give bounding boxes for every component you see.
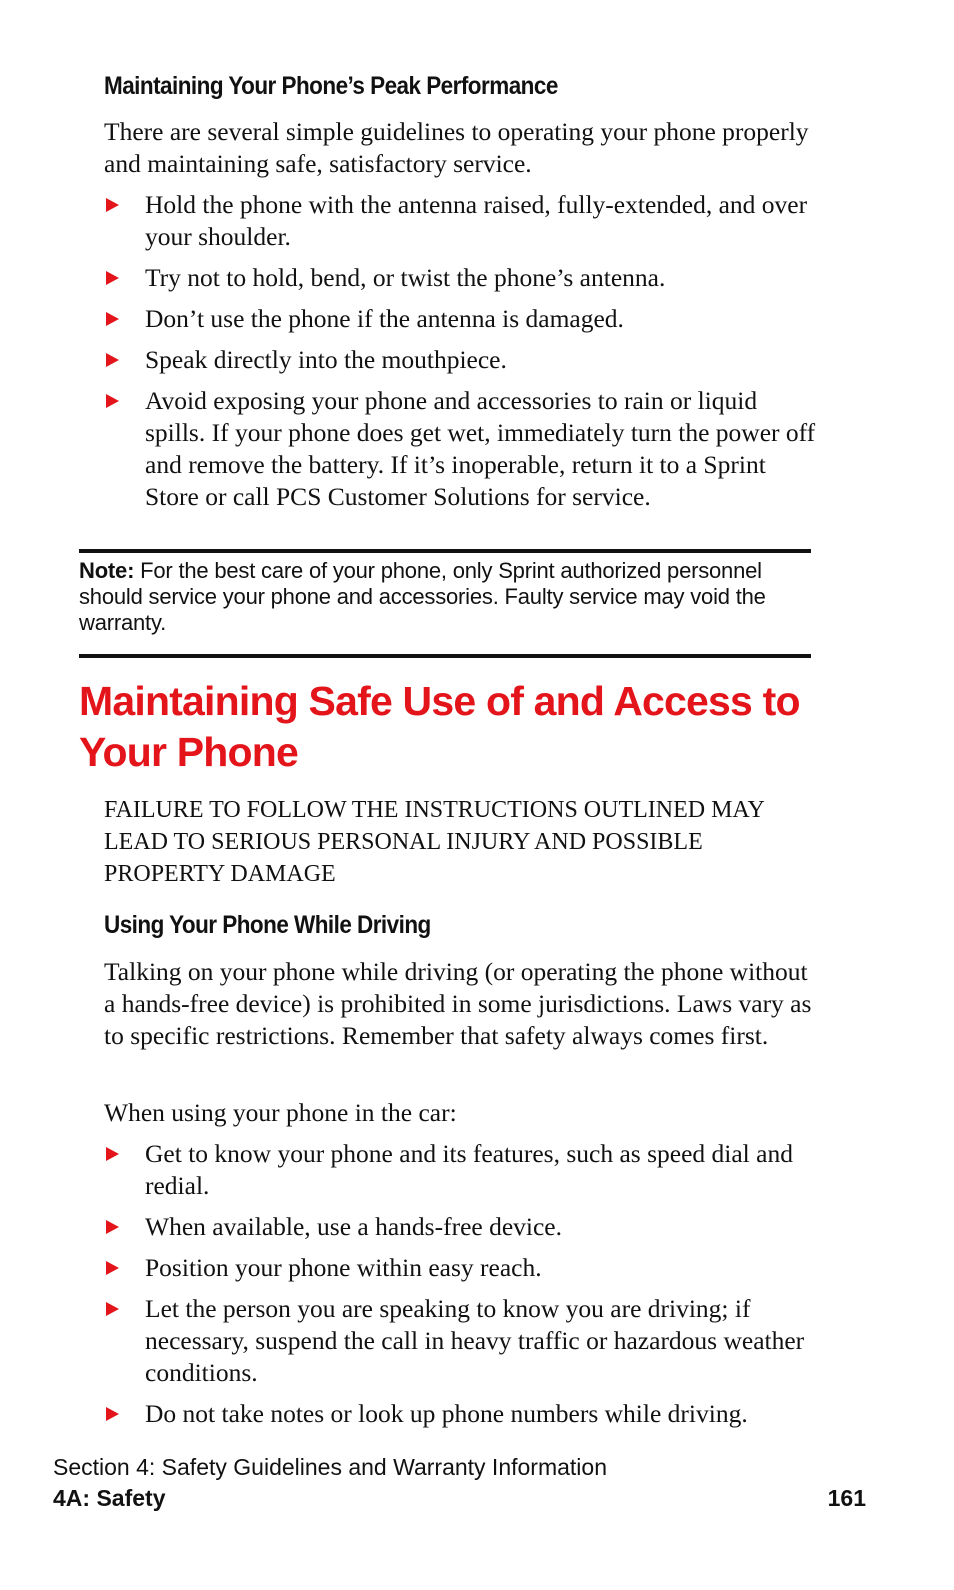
section-heading-driving: Using Your Phone While Driving: [104, 911, 431, 939]
bullet-arrow-icon: [106, 1220, 119, 1234]
bullet-arrow-icon: [106, 271, 119, 285]
bullet-arrow-icon: [106, 1302, 119, 1316]
section-heading-safe-use: Maintaining Safe Use of and Access to Your Phone: [79, 678, 800, 775]
bullet-arrow-icon: [106, 394, 119, 408]
list-item: Hold the phone with the antenna raised, fully-extended, and over your shoulder.: [104, 189, 820, 253]
list-item: When available, use a hands-free device.: [104, 1211, 820, 1243]
peak-performance-list: [104, 189, 820, 513]
bullet-arrow-icon: [106, 1147, 119, 1161]
list-item: Don’t use the phone if the antenna is damaged.: [104, 303, 820, 335]
bullet-arrow-icon: [106, 198, 119, 212]
list-item: Speak directly into the mouthpiece.: [104, 344, 820, 376]
list-item: Position your phone within easy reach.: [104, 1252, 820, 1284]
page-number: 161: [827, 1485, 866, 1511]
intro-paragraph: There are several simple guidelines to operating your phone properly and maintaining safe, satisfactory service.: [104, 117, 809, 178]
list-item: Try not to hold, bend, or twist the phone’s antenna.: [104, 262, 820, 294]
list-item: Let the person you are speaking to know you are driving; if necessary, suspend the call in heavy traffic or hazardous weather conditions.: [104, 1293, 820, 1389]
bullet-arrow-icon: [106, 1407, 119, 1421]
driving-lead-paragraph: When using your phone in the car:: [104, 1098, 457, 1127]
note-top-rule: [79, 549, 811, 553]
bullet-arrow-icon: [106, 312, 119, 326]
section-heading-peak-performance: Maintaining Your Phone’s Peak Performance: [104, 72, 558, 100]
note-text: For the best care of your phone, only Sprint authorized personnel should service your phone and accessories. Faulty service may void the warranty.: [79, 558, 766, 635]
footer-section-title: Section 4: Safety Guidelines and Warranty Information: [53, 1454, 607, 1480]
list-item: Do not take notes or look up phone numbers while driving.: [104, 1398, 820, 1430]
warning-paragraph: FAILURE TO FOLLOW THE INSTRUCTIONS OUTLINED MAY LEAD TO SERIOUS PERSONAL INJURY AND POSSIBLE PROPERTY DAMAGE: [104, 797, 764, 887]
note-bottom-rule: [79, 654, 811, 658]
driving-list: [104, 1138, 820, 1430]
note-box: [79, 558, 811, 636]
list-item: Get to know your phone and its features, such as speed dial and redial.: [104, 1138, 820, 1202]
note-label: Note:: [79, 558, 135, 583]
bullet-arrow-icon: [106, 1261, 119, 1275]
list-item: Avoid exposing your phone and accessories to rain or liquid spills. If your phone does get wet, immediately turn the power off and remove the battery. If it’s inoperable, return it to a Sprint Store or call PCS Customer Solutions for service.: [104, 385, 820, 513]
footer-tab-label: 4A: Safety: [53, 1485, 166, 1511]
bullet-arrow-icon: [106, 353, 119, 367]
driving-intro-paragraph: Talking on your phone while driving (or operating the phone without a hands-free device) is prohibited in some jurisdictions. Laws vary as to specific restrictions. Remember that safety always comes first.: [104, 957, 812, 1050]
